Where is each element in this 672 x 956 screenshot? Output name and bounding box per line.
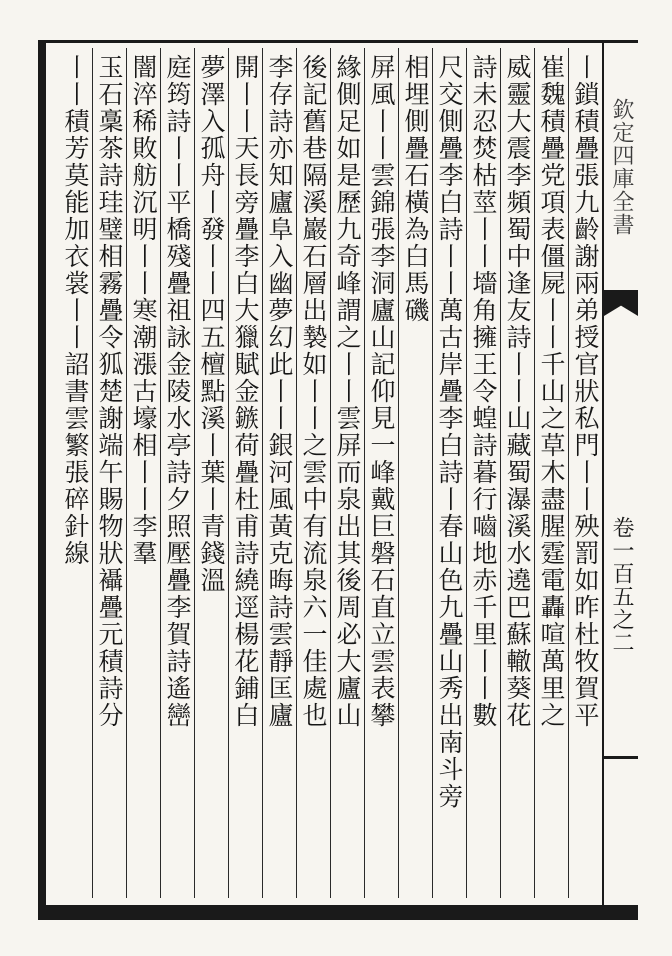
bottom-border	[38, 905, 638, 920]
text-column-15: 玉石稾茶詩珪璧相霧疊令狐楚謝端午賜物狀襵疊元積詩分	[92, 48, 126, 898]
margin-book-title: 欽定四庫全書	[609, 98, 634, 236]
margin-volume-label: 卷一百五之二	[609, 516, 634, 654]
text-column-13: 庭筠詩丨丨平橋殘疊祖詠金陵水亭詩夕照壓疊李賀詩遙巒	[160, 48, 194, 898]
left-border	[38, 40, 46, 920]
text-column-9: 後記舊巷隔溪巖石層出褺如丨丨之雲中有流泉六一佳處也	[296, 48, 330, 898]
margin-rule	[604, 756, 638, 759]
text-column-5: 尺交側疊李白詩丨丨萬古岸疊李白詩丨春山色九疊山秀出南斗旁	[432, 48, 466, 898]
text-column-7: 屏風丨丨雲錦張李洞廬山記仰見一峰戴巨磐石直立雲表攀	[364, 48, 398, 898]
text-column-3: 威靈大震李頻蜀中逢友詩丨丨山藏蜀瀑溪水遶巴蘇轍葵花	[500, 48, 534, 898]
text-column-4: 詩未忍焚枯莖丨丨墻角擁王令蝗詩暮行嚙地赤千里丨丨數	[466, 48, 500, 898]
text-column-16: 丨丨積芳莫能加衣裳丨丨詔書雲繁張碎針線	[61, 54, 90, 567]
text-columns	[58, 48, 602, 898]
text-column-12: 夢澤入孤舟丨發丨丨四五檀點溪丨葉丨青錢溫	[194, 48, 228, 898]
text-column-10: 李存詩亦知廬阜入幽夢幻此丨丨銀河風黃克晦詩雲靜匡廬	[262, 48, 296, 898]
text-column-6: 相埋側疊石橫為白馬磯	[398, 48, 432, 898]
text-column-11: 開丨丨天長旁疊李白大獵賦金鏃荷疊杜甫詩繞逕楊花鋪白	[228, 48, 262, 898]
top-rule	[38, 40, 638, 43]
text-column-8: 緣側足如是歷九奇峰謂之丨丨雲屏而泉出其後周必大廬山	[330, 48, 364, 898]
text-column-1: 丨鎖積疊張九齡謝兩弟授官狀私門丨丨殃罰如昨杜牧賀平	[568, 48, 602, 898]
text-column-14: 闇淬稀敗舫沉明丨丨寒潮漲古壕相丨丨李羣	[126, 48, 160, 898]
text-column-2: 崔魏積疊党項表僵屍丨丨千山之草木盡腥霆電轟喧萬里之	[534, 48, 568, 898]
